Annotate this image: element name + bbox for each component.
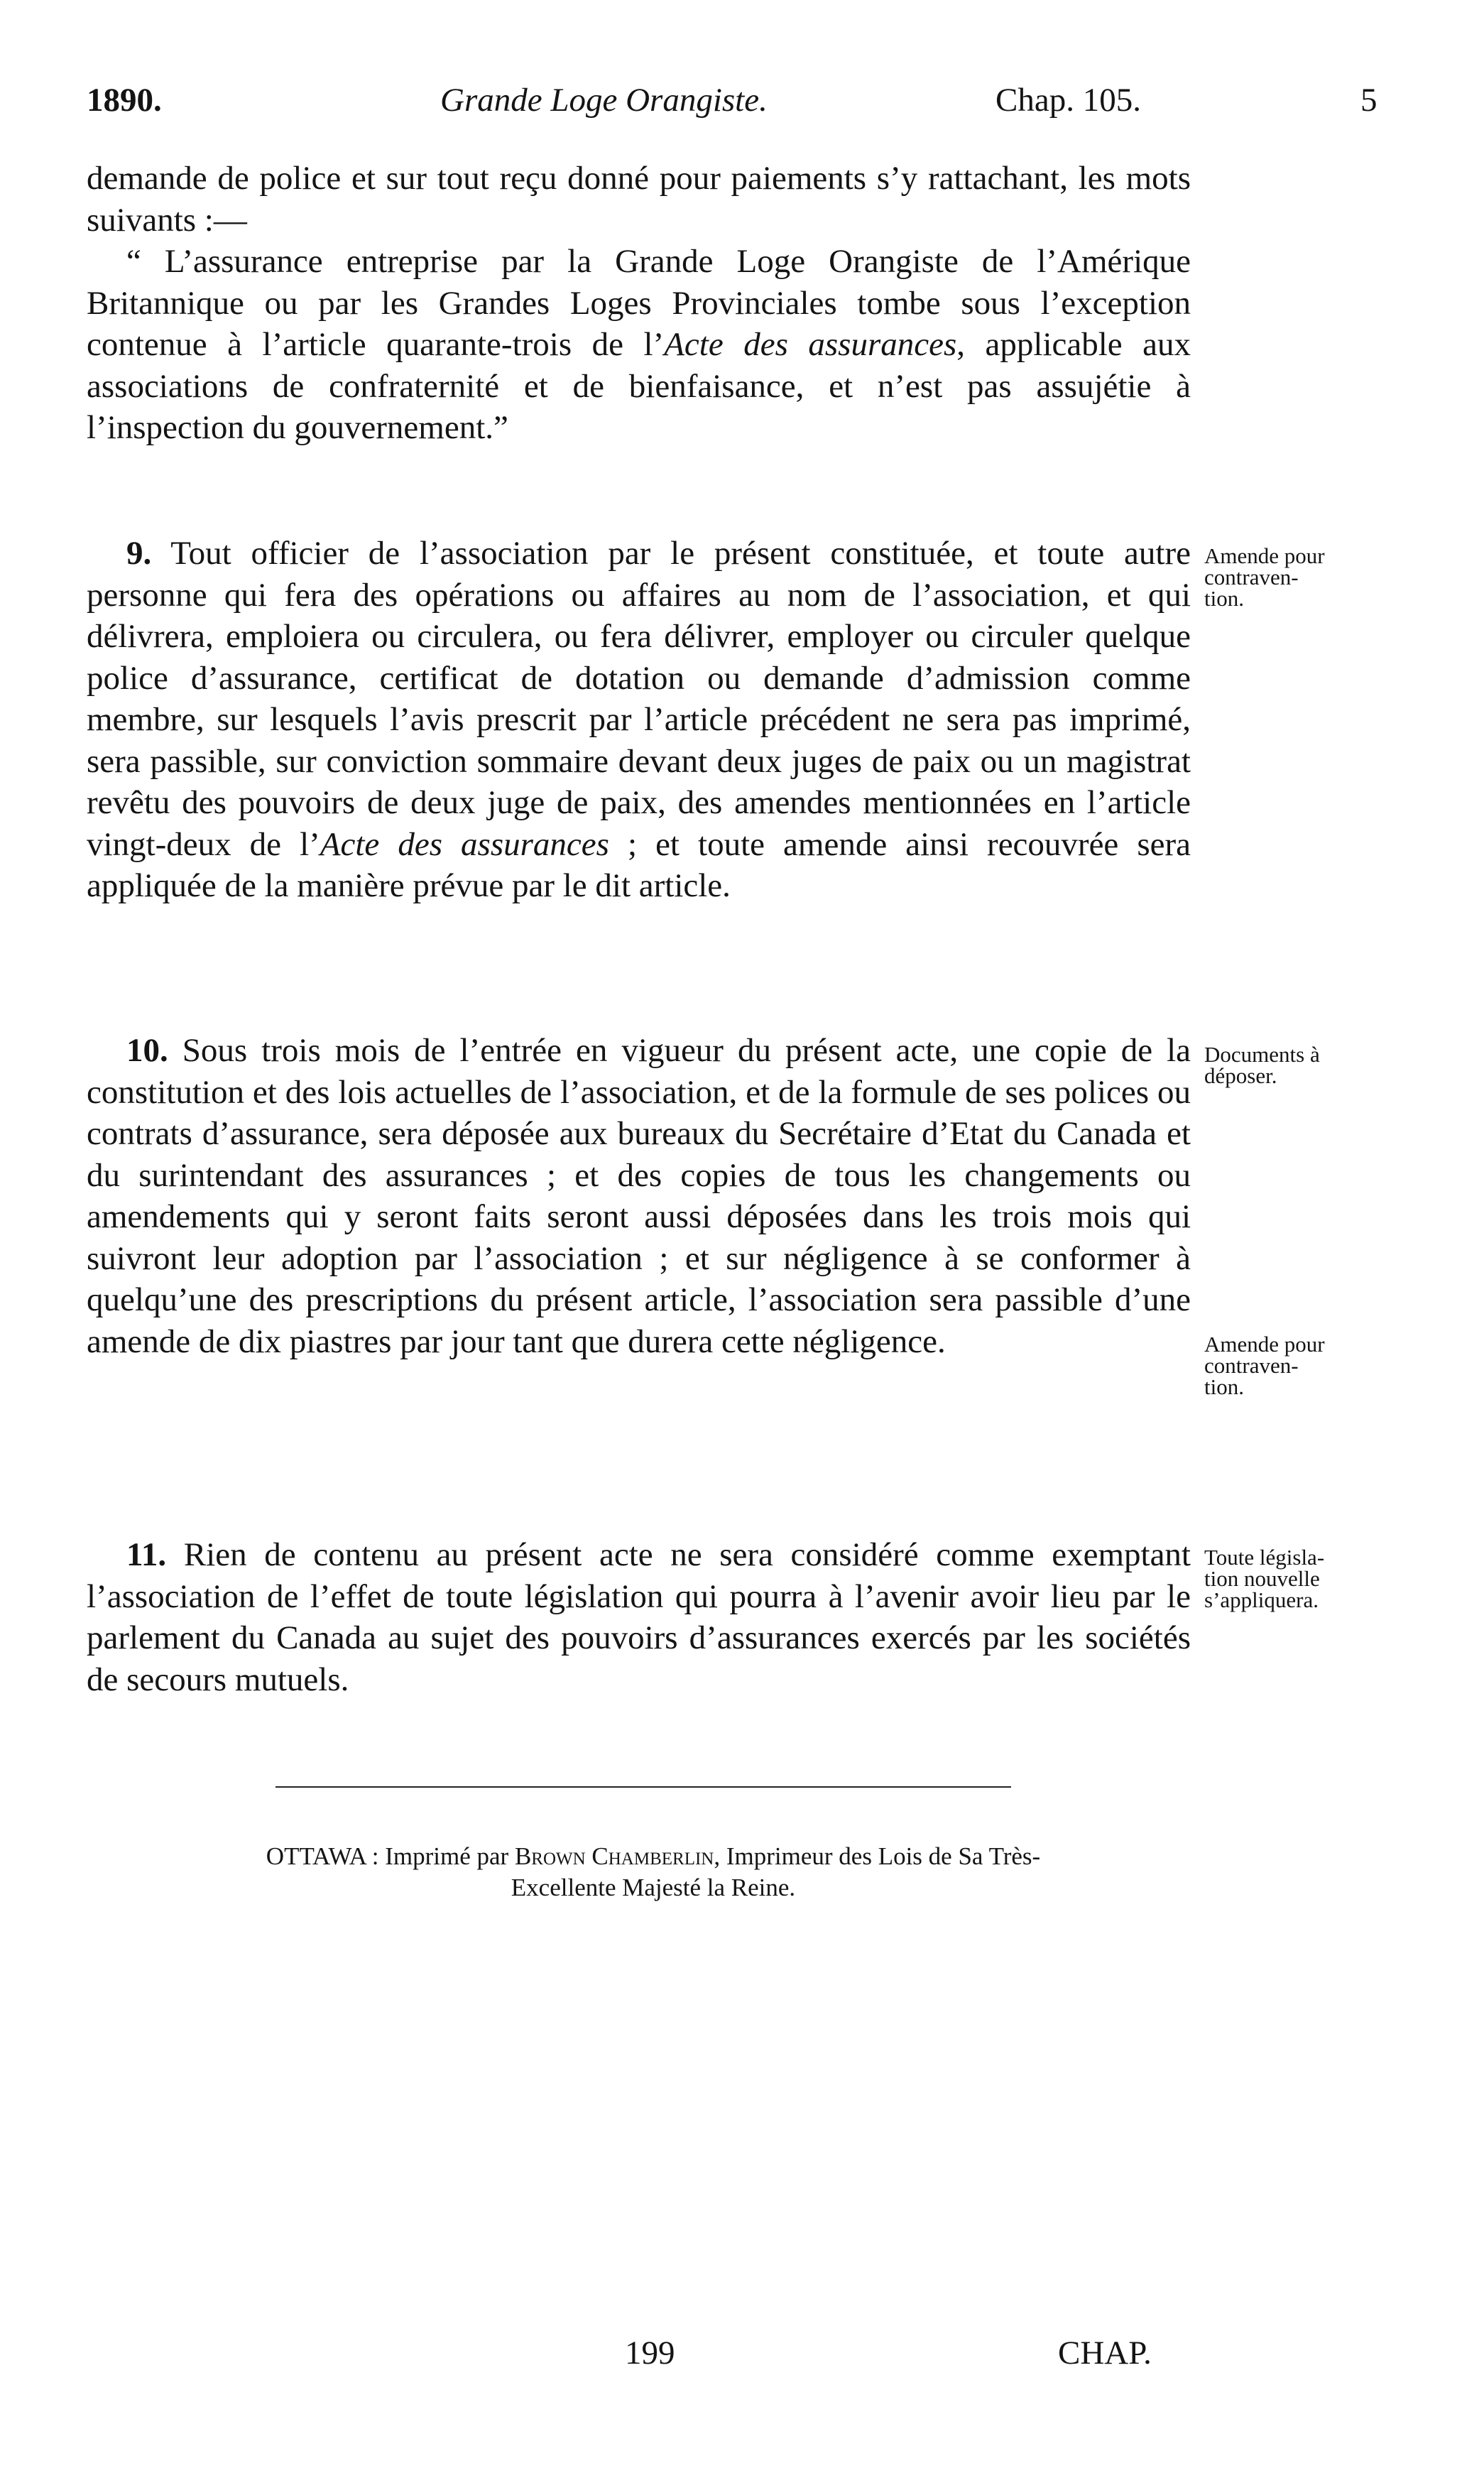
footer-page-number: 199 — [625, 2335, 675, 2371]
section-number: 10. — [126, 1032, 168, 1069]
margin-note-fine: Amende pour contraven- tion. — [1204, 543, 1325, 611]
section-10: 10. Sous trois mois de l’entrée en vigueur du présent acte, une copie de la constitution et des lois actuelles de l’association, et de la formule de ses polices ou contrats d’assurance, sera déposée aux bureaux du Secrétaire d’Etat du Canada et du surintendant des assurances ; et des copies de tous les changements ou amendements qui y seront faits seront aussi déposées dans les trois mois qui suivront leur adoption par l’association ; et sur négligence à se conformer à quelqu’une des prescriptions du présent article, l’association sera passible d’une amende de dix piastres par jour tant que durera cette négligence. — [87, 1032, 1191, 1360]
margin-note-legislation: Toute législa- tion nouvelle s’appliquera. — [1204, 1545, 1325, 1612]
header-title: Grande Loge Orangiste. — [440, 82, 768, 119]
quoted-notice: “ L’assurance entreprise par la Grande Loge Orangiste de l’Amérique Britannique ou par les Grandes Loges Provinciales tombe sous l’exception contenue à l’article quarante-trois de l’Acte des assurances, applicable aux associations de confraternité et de bienfaisance, et n’est pas assujétie à l’inspection du gouvernement.” — [87, 243, 1191, 446]
divider-rule — [275, 1786, 1011, 1788]
header-page-number: 5 — [1360, 82, 1377, 119]
intro-line: demande de police et sur tout reçu donné pour paiements s’y rattachant, les mots suivants :— — [87, 160, 1191, 239]
section-9: 9. Tout officier de l’association par le présent constituée, et toute autre personne qui fera des opérations ou affaires au nom de l’association, et qui délivrera, emploiera ou circulera, ou fera délivrer, employer ou circuler quelque police d’assurance, certificat de dotation ou demande d’admission comme membre, sur lesquels l’avis prescrit par l’article précédent ne sera pas imprimé, sera passible, sur conviction sommaire devant deux juges de paix ou un magistrat revêtu des pouvoirs de deux juge de paix, des amendes mentionnées en l’article vingt-deux de l’Acte des assurances ; et toute amende ainsi recouvrée sera appliquée de la manière prévue par le dit article. — [87, 535, 1191, 904]
act-title-italic: Acte des assurances — [320, 825, 609, 863]
header-chapter: Chap. 105. — [995, 82, 1141, 119]
act-title-italic: Acte des assurances — [664, 326, 957, 363]
margin-note-fine-2: Amende pour contraven- tion. — [1204, 1332, 1325, 1399]
margin-note-documents: Documents à déposer. — [1204, 1042, 1320, 1088]
section-number: 11. — [126, 1536, 167, 1573]
printer-name: Brown Chamberlin — [514, 1842, 714, 1870]
section-number: 9. — [126, 535, 152, 572]
intro-block — [87, 158, 1191, 449]
section-11: 11. Rien de contenu au présent acte ne sera considéré comme exemptant l’association de l’effet de toute législation qui pourra à l’avenir avoir lieu par le parlement du Canada au sujet des pouvoirs d’assurances exercés par les sociétés de secours mutuels. — [87, 1536, 1191, 1698]
printer-imprint: OTTAWA : Imprimé par Brown Chamberlin, Imprimeur des Lois de Sa Très- Excellente Majesté la Reine. — [266, 1842, 1041, 1901]
footer-catchword: CHAP. — [1058, 2335, 1152, 2371]
header-year: 1890. — [87, 82, 162, 119]
